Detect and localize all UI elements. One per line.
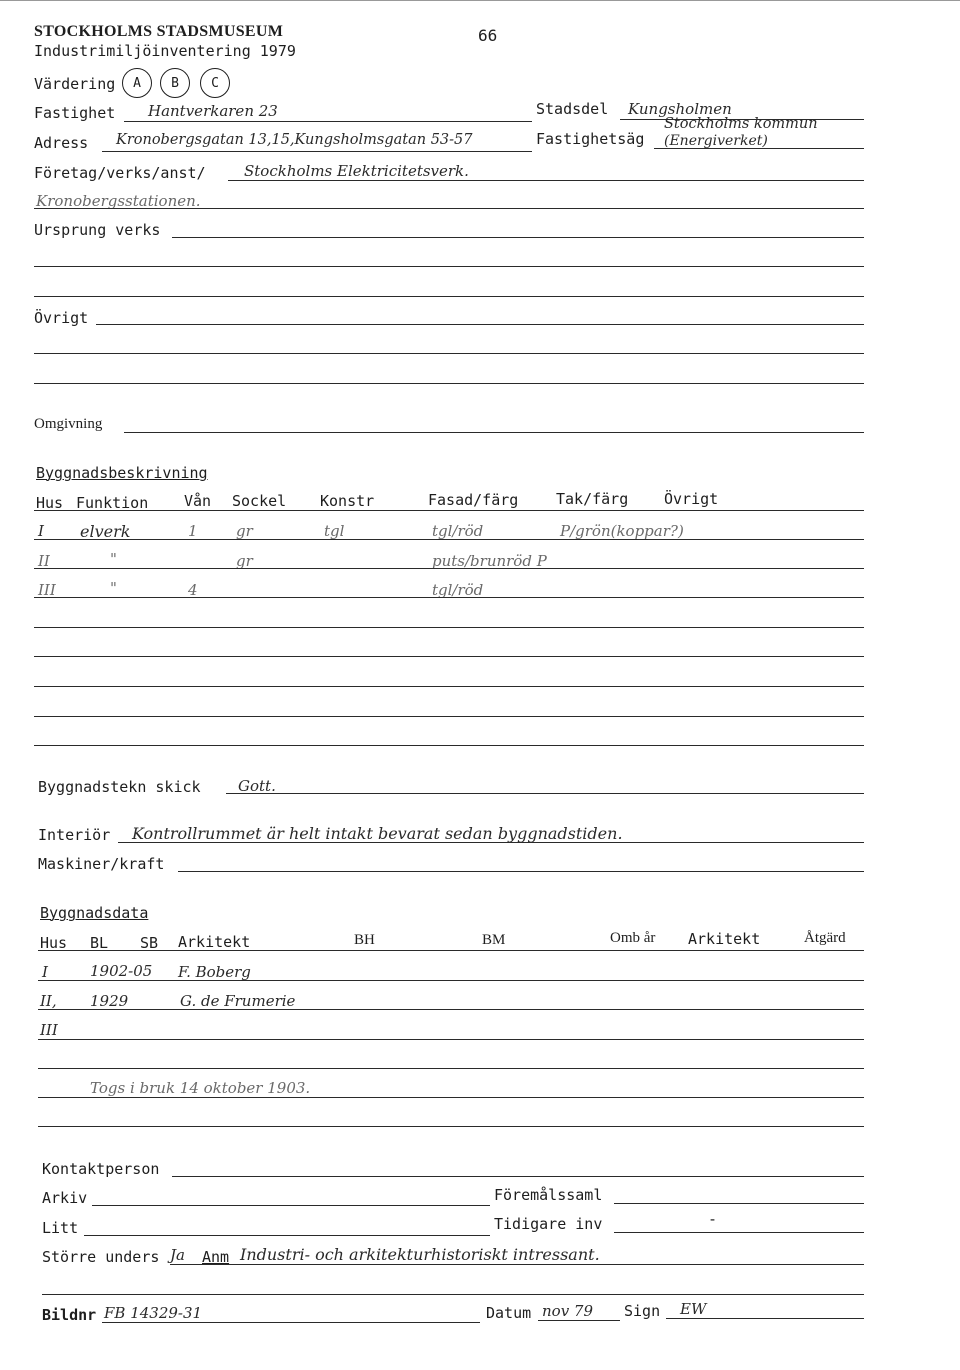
maskiner-label: Maskiner/kraft bbox=[38, 855, 165, 873]
row2-sockel[interactable]: gr bbox=[236, 552, 253, 570]
ursprung-line-3 bbox=[34, 296, 864, 297]
row2-funktion[interactable]: " bbox=[110, 550, 117, 568]
row6-line bbox=[34, 686, 864, 687]
arkiv-label: Arkiv bbox=[42, 1189, 88, 1207]
bd-row5-line bbox=[38, 1097, 864, 1098]
row3-line bbox=[34, 597, 864, 598]
foretag-value-1[interactable]: Stockholms Elektricitetsverk. bbox=[244, 162, 469, 180]
row1-funktion[interactable]: elverk bbox=[80, 522, 131, 541]
stadsdel-value[interactable]: Kungsholmen bbox=[628, 100, 732, 118]
anm-value[interactable]: Industri- och arkitekturhistoriskt intressant. bbox=[240, 1245, 600, 1264]
inventory-title bbox=[34, 42, 296, 60]
bildnr-line bbox=[102, 1322, 480, 1323]
ursprung-label: Ursprung verks bbox=[34, 221, 161, 239]
row1-line bbox=[34, 539, 864, 540]
bd-col-atgard: Åtgärd bbox=[804, 930, 846, 946]
bildnr-value[interactable]: FB 14329-31 bbox=[104, 1304, 203, 1322]
bd-row1-hus[interactable]: I bbox=[42, 963, 48, 981]
bd-row2-architect[interactable]: G. de Frumerie bbox=[180, 992, 296, 1010]
foretag-value-2[interactable]: Kronobergsstationen. bbox=[36, 192, 201, 210]
foremal-label: Föremålssaml bbox=[494, 1186, 603, 1204]
tidigare-value[interactable]: - bbox=[708, 1210, 718, 1228]
foremal-line bbox=[614, 1203, 864, 1204]
bd-col-omb-ar: Omb år bbox=[610, 930, 656, 946]
row1-hus[interactable]: I bbox=[38, 522, 44, 540]
row1-sockel[interactable]: gr bbox=[236, 522, 253, 540]
maskiner-line bbox=[178, 871, 864, 872]
litt-line bbox=[84, 1235, 490, 1236]
col-hus: Hus bbox=[36, 494, 64, 512]
bd-row2-hus[interactable]: II, bbox=[40, 992, 57, 1010]
skick-line bbox=[226, 793, 864, 794]
bd-row3-hus[interactable]: III bbox=[40, 1021, 58, 1039]
ovrigt-line-2 bbox=[34, 353, 864, 354]
sign-line bbox=[666, 1318, 864, 1319]
bd-col-hus: Hus bbox=[40, 934, 68, 952]
row1-van[interactable]: 1 bbox=[188, 522, 198, 540]
row3-hus[interactable]: III bbox=[38, 581, 56, 599]
ovrigt-label: Övrigt bbox=[34, 309, 89, 327]
row2-line bbox=[34, 568, 864, 569]
grade-c-option[interactable]: C bbox=[200, 68, 230, 98]
foretag-line-2 bbox=[34, 208, 864, 209]
adress-label: Adress bbox=[34, 134, 89, 152]
skick-value[interactable]: Gott. bbox=[238, 777, 276, 795]
bildnr-label: Bildnr bbox=[42, 1306, 97, 1324]
kontakt-line bbox=[172, 1176, 864, 1177]
adress-value[interactable]: Kronobergsgatan 13,15,Kungsholmsgatan 53-57 bbox=[116, 132, 473, 148]
page-number: 66 bbox=[478, 26, 498, 45]
building-data-title: Byggnadsdata bbox=[40, 904, 149, 922]
row2-fasad[interactable]: puts/brunröd P bbox=[432, 552, 547, 570]
foretag-line bbox=[228, 180, 864, 181]
row4-line bbox=[34, 627, 864, 628]
bd-col-arkitekt-2: Arkitekt bbox=[688, 930, 761, 948]
arkiv-line bbox=[92, 1205, 490, 1206]
bd-row3-line bbox=[38, 1039, 864, 1040]
row3-fasad[interactable]: tgl/röd bbox=[432, 581, 484, 599]
sign-value[interactable]: EW bbox=[680, 1300, 707, 1318]
bd-header-line bbox=[38, 950, 864, 951]
bd-row1-year[interactable]: 1902-05 bbox=[90, 962, 153, 980]
col-funktion: Funktion bbox=[76, 494, 149, 512]
adress-line bbox=[102, 151, 532, 152]
datum-line bbox=[538, 1320, 620, 1321]
ovrigt-line bbox=[96, 324, 864, 325]
litt-label: Litt bbox=[42, 1219, 79, 1237]
omgivning-label: Omgivning bbox=[34, 416, 103, 432]
col-sockel: Sockel bbox=[232, 492, 287, 510]
tidigare-label: Tidigare inv bbox=[494, 1215, 603, 1233]
grading-label: Värdering bbox=[34, 75, 116, 93]
bd-row6-line bbox=[38, 1126, 864, 1127]
bd-row2-line bbox=[38, 1009, 864, 1010]
bd-row4-line bbox=[38, 1068, 864, 1069]
datum-value[interactable]: nov 79 bbox=[542, 1302, 594, 1320]
ovrigt-line-3 bbox=[34, 383, 864, 384]
row3-funktion[interactable]: " bbox=[110, 579, 117, 597]
fastighet-value[interactable]: Hantverkaren 23 bbox=[148, 102, 278, 120]
bd-col-bh: BH bbox=[354, 932, 375, 948]
bd-col-arkitekt: Arkitekt bbox=[178, 933, 251, 951]
row1-konstr[interactable]: tgl bbox=[324, 522, 345, 540]
datum-label: Datum bbox=[486, 1304, 532, 1322]
storre-line bbox=[170, 1264, 864, 1265]
tidigare-line bbox=[614, 1232, 864, 1233]
fastighetsag-value-1[interactable]: Stockholms kommun bbox=[664, 116, 818, 132]
kontakt-label: Kontaktperson bbox=[42, 1160, 160, 1178]
inventory-name: Industrimiljöinventering bbox=[34, 42, 251, 60]
bd-col-sb: SB bbox=[140, 934, 159, 952]
skick-label: Byggnadstekn skick bbox=[38, 778, 201, 796]
col-tak: Tak/färg bbox=[556, 490, 629, 508]
interior-value[interactable]: Kontrollrummet är helt intakt bevarat sedan byggnadstiden. bbox=[132, 824, 623, 843]
stadsdel-label: Stadsdel bbox=[536, 100, 609, 118]
grade-a-option[interactable]: A bbox=[122, 68, 152, 98]
omgivning-line bbox=[124, 432, 864, 433]
row7-line bbox=[34, 716, 864, 717]
col-fasad: Fasad/färg bbox=[428, 491, 519, 509]
page-top-edge bbox=[0, 0, 960, 1]
col-ovrigt: Övrigt bbox=[664, 490, 719, 508]
storre-label: Större unders bbox=[42, 1248, 160, 1266]
bd-col-bl: BL bbox=[90, 934, 109, 952]
row1-tak[interactable]: P/grön(koppar?) bbox=[560, 522, 684, 540]
anm-label: Anm bbox=[202, 1248, 230, 1266]
bd-row2-year[interactable]: 1929 bbox=[90, 992, 129, 1010]
building-description-title: Byggnadsbeskrivning bbox=[36, 464, 208, 482]
storre-value[interactable]: Ja bbox=[170, 1246, 185, 1264]
ursprung-line-2 bbox=[34, 266, 864, 267]
row3-van[interactable]: 4 bbox=[188, 581, 198, 599]
grade-b-option[interactable]: B bbox=[160, 68, 190, 98]
col-konstr: Konstr bbox=[320, 492, 375, 510]
interior-label: Interiör bbox=[38, 826, 111, 844]
bd-note[interactable]: Togs i bruk 14 oktober 1903. bbox=[90, 1079, 311, 1097]
col-van: Vån bbox=[184, 492, 212, 510]
fastighet-label: Fastighet bbox=[34, 104, 116, 122]
ursprung-line bbox=[172, 237, 864, 238]
footer-line bbox=[42, 1294, 864, 1295]
row8-line bbox=[34, 745, 864, 746]
bd-row1-line bbox=[38, 980, 864, 981]
inventory-year: 1979 bbox=[259, 42, 296, 60]
fastighet-line bbox=[124, 121, 532, 122]
bd-col-bm: BM bbox=[482, 932, 506, 948]
fastighetsag-label: Fastighetsäg bbox=[536, 130, 645, 148]
row1-fasad[interactable]: tgl/röd bbox=[432, 522, 484, 540]
sign-label: Sign bbox=[624, 1302, 661, 1320]
header-line bbox=[34, 510, 864, 511]
foretag-label: Företag/verks/anst/ bbox=[34, 164, 206, 182]
row2-hus[interactable]: II bbox=[38, 552, 50, 570]
fastighetsag-value-2[interactable]: (Energiverket) bbox=[664, 133, 768, 149]
bd-row1-architect[interactable]: F. Boberg bbox=[178, 963, 251, 981]
museum-name: STOCKHOLMS STADSMUSEUM bbox=[34, 23, 284, 40]
row5-line bbox=[34, 656, 864, 657]
